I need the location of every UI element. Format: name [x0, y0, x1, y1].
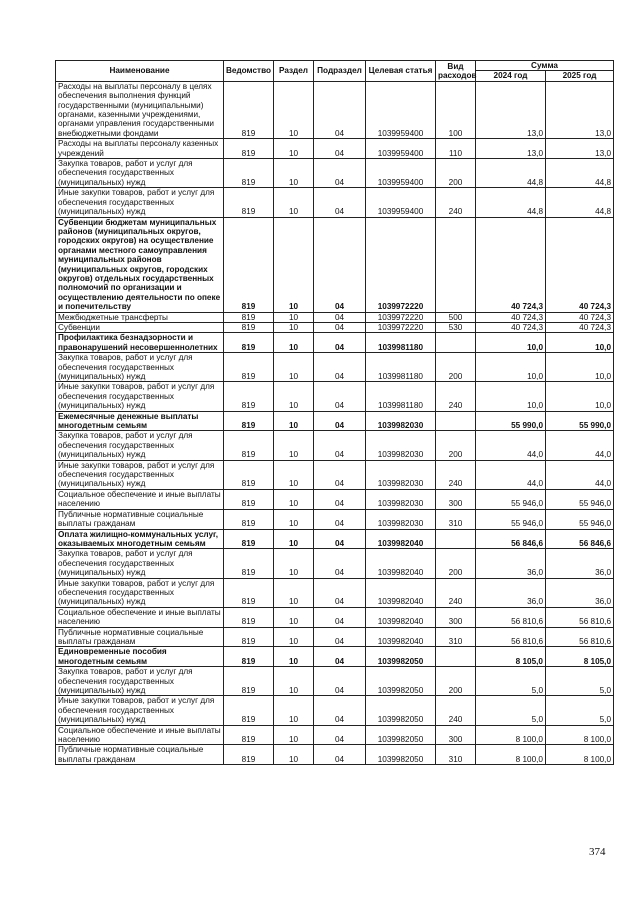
- row-vid: 300: [436, 607, 476, 627]
- row-name: Иные закупки товаров, работ и услуг для обеспечения государственных (муниципальных) нужд: [56, 578, 224, 607]
- row-target: 1039982030: [366, 411, 436, 431]
- row-vedomstvo: 819: [224, 696, 274, 725]
- row-name: Единовременные пособия многодетным семьям: [56, 647, 224, 667]
- table-row: [56, 382, 614, 411]
- table-row: [56, 431, 614, 460]
- row-sum-2025: 36,0: [546, 578, 614, 607]
- row-sum-2025: 55 946,0: [546, 489, 614, 509]
- row-podrazdel: 04: [314, 139, 366, 159]
- row-vedomstvo: 819: [224, 81, 274, 138]
- row-target: 1039982040: [366, 607, 436, 627]
- header-2025: 2025 год: [546, 71, 614, 81]
- table-row: [56, 509, 614, 529]
- row-name: Субвенции бюджетам муниципальных районов (муниципальных округов, городских округов) на осуществление органами местного самоуправления муниципальных районов (муниципальных округов, городских округов) отдельных государственных полномочий по организации и осуществлению деятельности по опеке и попечительству: [56, 217, 224, 312]
- row-podrazdel: 04: [314, 529, 366, 549]
- row-name: Закупка товаров, работ и услуг для обеспечения государственных (муниципальных) нужд: [56, 431, 224, 460]
- row-podrazdel: 04: [314, 460, 366, 489]
- row-target: 1039982030: [366, 431, 436, 460]
- table-row: [56, 322, 614, 332]
- row-target: 1039981180: [366, 382, 436, 411]
- row-sum-2024: 10,0: [476, 382, 546, 411]
- row-podrazdel: 04: [314, 489, 366, 509]
- row-vid: 500: [436, 312, 476, 322]
- row-name: Закупка товаров, работ и услуг для обеспечения государственных (муниципальных) нужд: [56, 667, 224, 696]
- row-vid: 200: [436, 353, 476, 382]
- row-sum-2025: 5,0: [546, 667, 614, 696]
- row-target: 1039981180: [366, 353, 436, 382]
- row-podrazdel: 04: [314, 725, 366, 745]
- row-sum-2025: 44,8: [546, 159, 614, 188]
- row-sum-2025: 44,0: [546, 460, 614, 489]
- row-sum-2025: 13,0: [546, 81, 614, 138]
- header-vedomstvo: Ведомство: [224, 61, 274, 82]
- row-sum-2025: 55 990,0: [546, 411, 614, 431]
- row-vid: 240: [436, 578, 476, 607]
- row-razdel: 10: [274, 460, 314, 489]
- row-razdel: 10: [274, 411, 314, 431]
- table-row: [56, 647, 614, 667]
- row-sum-2025: 44,8: [546, 188, 614, 217]
- row-razdel: 10: [274, 333, 314, 353]
- header-podrazdel: Подраздел: [314, 61, 366, 82]
- row-sum-2025: 10,0: [546, 353, 614, 382]
- row-sum-2024: 5,0: [476, 667, 546, 696]
- row-sum-2024: 10,0: [476, 333, 546, 353]
- row-name: Иные закупки товаров, работ и услуг для обеспечения государственных (муниципальных) нужд: [56, 188, 224, 217]
- row-sum-2024: 40 724,3: [476, 217, 546, 312]
- row-vedomstvo: 819: [224, 460, 274, 489]
- row-sum-2025: 36,0: [546, 549, 614, 578]
- row-podrazdel: 04: [314, 322, 366, 332]
- row-sum-2025: 8 100,0: [546, 725, 614, 745]
- row-name: Расходы на выплаты персоналу в целях обеспечения выполнения функций государственными (муниципальными) органами, казенными учреждениями, органами управления государственными внебюджетными фондами: [56, 81, 224, 138]
- row-podrazdel: 04: [314, 217, 366, 312]
- row-sum-2025: 5,0: [546, 696, 614, 725]
- row-sum-2024: 56 810,6: [476, 607, 546, 627]
- row-vid: 300: [436, 725, 476, 745]
- row-razdel: 10: [274, 549, 314, 578]
- row-target: 1039982030: [366, 460, 436, 489]
- row-sum-2025: 13,0: [546, 139, 614, 159]
- row-razdel: 10: [274, 745, 314, 765]
- row-vedomstvo: 819: [224, 578, 274, 607]
- row-target: 1039982030: [366, 489, 436, 509]
- row-vid: 310: [436, 509, 476, 529]
- row-vid: 300: [436, 489, 476, 509]
- table-row: [56, 745, 614, 765]
- table-row: [56, 188, 614, 217]
- row-target: 1039982030: [366, 509, 436, 529]
- row-vid: 110: [436, 139, 476, 159]
- row-podrazdel: 04: [314, 312, 366, 322]
- row-vid: 200: [436, 159, 476, 188]
- row-vedomstvo: 819: [224, 353, 274, 382]
- row-vedomstvo: 819: [224, 489, 274, 509]
- row-sum-2024: 8 100,0: [476, 725, 546, 745]
- row-sum-2025: 56 810,6: [546, 627, 614, 647]
- row-target: 1039972220: [366, 217, 436, 312]
- table-row: [56, 627, 614, 647]
- row-razdel: 10: [274, 159, 314, 188]
- row-sum-2025: 44,0: [546, 431, 614, 460]
- row-razdel: 10: [274, 322, 314, 332]
- row-podrazdel: 04: [314, 509, 366, 529]
- row-sum-2024: 8 100,0: [476, 745, 546, 765]
- row-podrazdel: 04: [314, 431, 366, 460]
- row-name: Социальное обеспечение и иные выплаты населению: [56, 489, 224, 509]
- row-target: 1039982050: [366, 647, 436, 667]
- row-target: 1039959400: [366, 139, 436, 159]
- row-name: Расходы на выплаты персоналу казенных учреждений: [56, 139, 224, 159]
- row-podrazdel: 04: [314, 607, 366, 627]
- row-vedomstvo: 819: [224, 549, 274, 578]
- row-name: Иные закупки товаров, работ и услуг для обеспечения государственных (муниципальных) нужд: [56, 460, 224, 489]
- row-vedomstvo: 819: [224, 333, 274, 353]
- row-name: Оплата жилищно-коммунальных услуг, оказываемых многодетным семьям: [56, 529, 224, 549]
- header-razdel: Раздел: [274, 61, 314, 82]
- row-vid: [436, 217, 476, 312]
- row-sum-2024: 44,0: [476, 431, 546, 460]
- row-sum-2024: 55 946,0: [476, 489, 546, 509]
- row-razdel: 10: [274, 725, 314, 745]
- row-sum-2024: 40 724,3: [476, 322, 546, 332]
- table-row: [56, 667, 614, 696]
- row-podrazdel: 04: [314, 578, 366, 607]
- row-name: Межбюджетные трансферты: [56, 312, 224, 322]
- row-vedomstvo: 819: [224, 627, 274, 647]
- row-vid: 200: [436, 431, 476, 460]
- row-razdel: 10: [274, 217, 314, 312]
- row-target: 1039982040: [366, 529, 436, 549]
- row-podrazdel: 04: [314, 333, 366, 353]
- table-row: [56, 217, 614, 312]
- row-sum-2024: 36,0: [476, 549, 546, 578]
- row-vedomstvo: 819: [224, 188, 274, 217]
- row-vid: [436, 411, 476, 431]
- row-sum-2024: 44,8: [476, 188, 546, 217]
- row-target: 1039982050: [366, 745, 436, 765]
- row-sum-2025: 10,0: [546, 382, 614, 411]
- table-row: [56, 489, 614, 509]
- row-vid: 240: [436, 696, 476, 725]
- row-podrazdel: 04: [314, 353, 366, 382]
- row-sum-2024: 55 990,0: [476, 411, 546, 431]
- row-razdel: 10: [274, 696, 314, 725]
- row-sum-2025: 56 846,6: [546, 529, 614, 549]
- row-vedomstvo: 819: [224, 667, 274, 696]
- row-vedomstvo: 819: [224, 647, 274, 667]
- row-sum-2025: 8 100,0: [546, 745, 614, 765]
- row-name: Закупка товаров, работ и услуг для обеспечения государственных (муниципальных) нужд: [56, 353, 224, 382]
- table-row: [56, 139, 614, 159]
- row-target: 1039982050: [366, 667, 436, 696]
- row-vedomstvo: 819: [224, 139, 274, 159]
- header-target: Целевая статья: [366, 61, 436, 82]
- header-summa: Сумма: [476, 61, 614, 71]
- row-vid: 100: [436, 81, 476, 138]
- row-razdel: 10: [274, 509, 314, 529]
- row-vedomstvo: 819: [224, 159, 274, 188]
- row-sum-2024: 44,8: [476, 159, 546, 188]
- row-sum-2024: 56 846,6: [476, 529, 546, 549]
- row-razdel: 10: [274, 647, 314, 667]
- row-target: 1039972220: [366, 322, 436, 332]
- row-target: 1039959400: [366, 159, 436, 188]
- row-razdel: 10: [274, 667, 314, 696]
- row-name: Публичные нормативные социальные выплаты гражданам: [56, 745, 224, 765]
- row-name: Иные закупки товаров, работ и услуг для обеспечения государственных (муниципальных) нужд: [56, 382, 224, 411]
- row-vedomstvo: 819: [224, 725, 274, 745]
- row-target: 1039982050: [366, 725, 436, 745]
- row-vid: [436, 647, 476, 667]
- table-row: [56, 696, 614, 725]
- row-vid: 200: [436, 549, 476, 578]
- row-podrazdel: 04: [314, 188, 366, 217]
- table-header-row: [56, 61, 614, 71]
- table-row: [56, 529, 614, 549]
- row-name: Закупка товаров, работ и услуг для обеспечения государственных (муниципальных) нужд: [56, 159, 224, 188]
- row-vedomstvo: 819: [224, 382, 274, 411]
- table-row: [56, 460, 614, 489]
- row-name: Субвенции: [56, 322, 224, 332]
- table-row: [56, 549, 614, 578]
- row-sum-2024: 8 105,0: [476, 647, 546, 667]
- row-razdel: 10: [274, 312, 314, 322]
- page-number: 374: [589, 846, 606, 858]
- row-name: Публичные нормативные социальные выплаты гражданам: [56, 627, 224, 647]
- row-name: Ежемесячные денежные выплаты многодетным семьям: [56, 411, 224, 431]
- row-name: Социальное обеспечение и иные выплаты населению: [56, 607, 224, 627]
- row-target: 1039982040: [366, 549, 436, 578]
- row-target: 1039981180: [366, 333, 436, 353]
- row-podrazdel: 04: [314, 745, 366, 765]
- row-sum-2024: 5,0: [476, 696, 546, 725]
- row-razdel: 10: [274, 529, 314, 549]
- row-sum-2024: 13,0: [476, 81, 546, 138]
- row-vid: 530: [436, 322, 476, 332]
- row-razdel: 10: [274, 353, 314, 382]
- row-sum-2025: 40 724,3: [546, 217, 614, 312]
- header-name: Наименование: [56, 61, 224, 82]
- row-sum-2024: 40 724,3: [476, 312, 546, 322]
- row-vid: 310: [436, 627, 476, 647]
- row-target: 1039972220: [366, 312, 436, 322]
- row-name: Закупка товаров, работ и услуг для обеспечения государственных (муниципальных) нужд: [56, 549, 224, 578]
- row-vid: 240: [436, 460, 476, 489]
- row-sum-2025: 40 724,3: [546, 312, 614, 322]
- row-target: 1039959400: [366, 188, 436, 217]
- row-razdel: 10: [274, 578, 314, 607]
- table-row: [56, 312, 614, 322]
- table-row: [56, 411, 614, 431]
- row-razdel: 10: [274, 139, 314, 159]
- row-razdel: 10: [274, 627, 314, 647]
- row-vedomstvo: 819: [224, 217, 274, 312]
- row-podrazdel: 04: [314, 696, 366, 725]
- table-row: [56, 607, 614, 627]
- row-sum-2025: 55 946,0: [546, 509, 614, 529]
- row-razdel: 10: [274, 81, 314, 138]
- row-vid: [436, 529, 476, 549]
- row-sum-2024: 10,0: [476, 353, 546, 382]
- row-name: Иные закупки товаров, работ и услуг для обеспечения государственных (муниципальных) нужд: [56, 696, 224, 725]
- row-sum-2024: 56 810,6: [476, 627, 546, 647]
- row-sum-2024: 44,0: [476, 460, 546, 489]
- row-podrazdel: 04: [314, 549, 366, 578]
- row-sum-2025: 40 724,3: [546, 322, 614, 332]
- row-podrazdel: 04: [314, 667, 366, 696]
- row-vedomstvo: 819: [224, 411, 274, 431]
- table-row: [56, 578, 614, 607]
- row-target: 1039959400: [366, 81, 436, 138]
- row-name: Профилактика безнадзорности и правонарушений несовершеннолетних: [56, 333, 224, 353]
- row-vid: 200: [436, 667, 476, 696]
- row-sum-2024: 36,0: [476, 578, 546, 607]
- row-vid: 240: [436, 188, 476, 217]
- row-name: Социальное обеспечение и иные выплаты населению: [56, 725, 224, 745]
- row-target: 1039982040: [366, 627, 436, 647]
- row-sum-2025: 8 105,0: [546, 647, 614, 667]
- row-vedomstvo: 819: [224, 745, 274, 765]
- row-sum-2024: 55 946,0: [476, 509, 546, 529]
- row-sum-2024: 13,0: [476, 139, 546, 159]
- table-row: [56, 159, 614, 188]
- row-podrazdel: 04: [314, 647, 366, 667]
- table-row: [56, 81, 614, 138]
- row-razdel: 10: [274, 382, 314, 411]
- budget-table: [55, 60, 614, 765]
- row-sum-2025: 10,0: [546, 333, 614, 353]
- row-podrazdel: 04: [314, 382, 366, 411]
- row-podrazdel: 04: [314, 411, 366, 431]
- row-vedomstvo: 819: [224, 529, 274, 549]
- table-body: [56, 81, 614, 764]
- row-vedomstvo: 819: [224, 509, 274, 529]
- table-row: [56, 353, 614, 382]
- row-vedomstvo: 819: [224, 607, 274, 627]
- header-vid: Вид расходов: [436, 61, 476, 82]
- table-row: [56, 725, 614, 745]
- row-vedomstvo: 819: [224, 431, 274, 460]
- row-vid: 240: [436, 382, 476, 411]
- row-target: 1039982050: [366, 696, 436, 725]
- row-podrazdel: 04: [314, 81, 366, 138]
- row-target: 1039982040: [366, 578, 436, 607]
- row-sum-2025: 56 810,6: [546, 607, 614, 627]
- row-vedomstvo: 819: [224, 322, 274, 332]
- row-podrazdel: 04: [314, 627, 366, 647]
- row-razdel: 10: [274, 431, 314, 460]
- row-vedomstvo: 819: [224, 312, 274, 322]
- row-razdel: 10: [274, 489, 314, 509]
- row-podrazdel: 04: [314, 159, 366, 188]
- row-vid: 310: [436, 745, 476, 765]
- row-razdel: 10: [274, 607, 314, 627]
- row-name: Публичные нормативные социальные выплаты гражданам: [56, 509, 224, 529]
- row-razdel: 10: [274, 188, 314, 217]
- header-2024: 2024 год: [476, 71, 546, 81]
- table-row: [56, 333, 614, 353]
- row-vid: [436, 333, 476, 353]
